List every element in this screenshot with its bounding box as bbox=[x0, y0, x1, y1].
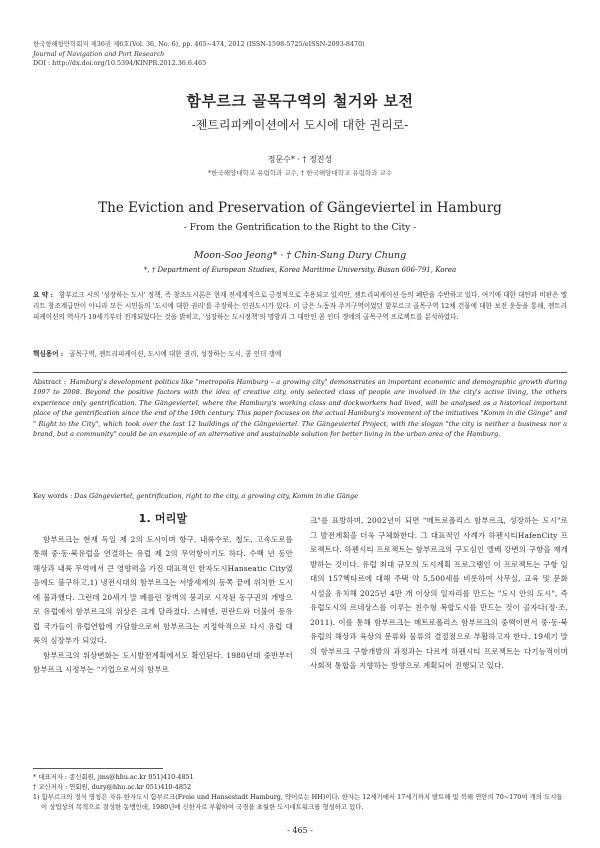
authors-korean: 정문수* · † 정진성 bbox=[267, 155, 333, 164]
journal-header bbox=[33, 40, 365, 69]
abstract-korean-text: 함부르크 시의 '성장하는 도시' 정책, 즉 창조도시론은 현재 전세계적으로 긍정적으로 수용되고 있지만, 젠트리피케이션 등의 폐단을 수반하고 있다. 여기에 대한 대안과 비판은 엘리트 창조계급만이 아니라 모든 시민들의 '도시에 대한 권리'를 주장하는 인권도시가 있다. 이 글은 노동자 주거구역이었던 함부르크 골목구역 12채 건물에 대한 보전 운동을 통해, 젠트리피케이션의 역사가 19세기부터 전개되었다는 것을 밝히고, '성장하는 도시정책'의 명암과 그 대안인 콤 인더 갱에의 골목구역 프로젝트를 분석하였다. bbox=[33, 291, 568, 322]
subtitle-korean: -젠트리피케이션에서 도시에 대한 권리로- bbox=[191, 118, 409, 132]
abstract-english-text: Hamburg's development politics like "metropolis Hamburg – a growing city" demonstrates an important economic and demographic growth during 1997 to 2008. Beyond the positive factors with the idea of creative city, only selected class of people are involved in the city's active living, the others experience only gentrification. The Gängeviertel, where the Hamburg's working class and dockworkers had lived, will be analysed as a historical important place of the gentrification since the end of the 19th century. This paper focuses on the actual Hamburg's movement of the initiatives "Komm in die Gänge" and " Right to the City", which took over the last 12 buildings of the Gängeviertel. The Gängeviertel Project, with the slogan "the city is neither a business nor a brand, but a community" could be an example of an alternative and sustainable solution for better living in the urban area of the Hamburg. bbox=[33, 378, 567, 439]
body-column-right bbox=[310, 514, 568, 674]
paragraph: 함부르크는 현재 독일 제 2의 도시이며 항구, 내륙수로, 철도, 고속도로를 통해 중·동·북유럽을 연결하는 유럽 제 2의 무역항이기도 하다. 수백 년 동안 해상과 내륙 무역에서 큰 영향력을 가진 대표적인 한자도시Hanseatic City였음에도 불구하고,1) 냉전시대의 함부르크는 서방세계의 동쪽 끝에 위치한 도시에 불과했다. 그런데 20세기 말 베를린 장벽의 붕괴로 시작된 동구권의 개방으로 유럽에서 함부르크의 위상은 크게 달라졌다. 스웨덴, 핀란드와 더불어 동유럽 국가들이 유럽연합에 가담함으로써 함부르크는 지정학적으로 다시 유럽 대륙의 심장부가 되었다. bbox=[33, 534, 293, 645]
footnote-divider bbox=[33, 768, 163, 769]
keywords-english bbox=[33, 491, 567, 502]
abstract-divider bbox=[33, 372, 567, 373]
footnote-co-author: † 교신저자 : 연회원, dury@hhu.ac.kr 051)410-4852 bbox=[33, 783, 192, 791]
title-korean: 함부르크 골목구역의 철거와 보전 bbox=[186, 92, 414, 110]
journal-name: Journal of Navigation and Port Research bbox=[33, 49, 165, 58]
authors-english: Moon-Soo Jeong* · † Chin-Sung Dury Chung bbox=[193, 250, 407, 261]
abstract-english bbox=[33, 377, 567, 439]
section-title: 1. 머리말 bbox=[138, 512, 188, 525]
title-english: The Eviction and Preservation of Gängeviertel in Hamburg bbox=[98, 200, 502, 216]
page-number: - 465 - bbox=[287, 826, 313, 835]
journal-citation: 한국항해항만학회지 제36권 제6호(Vol. 36, No. 6), pp. 465~474, 2012 (ISSN-1598-5725/eISSN-2093-8470) bbox=[33, 40, 365, 48]
abstract-korean-label: 요 약 : bbox=[33, 291, 53, 299]
footnote-1: 1) 함부르크의 정식 명칭은 자유 한자도시 함부르크(Freie und Hansestadt Hamburg, 약어로는 HH)이다. 한자는 12세기에서 17세기까지 발트해 및 북해 연안의 70~170여 개의 도시들이 상업상의 목적으로 결성한 동맹인데, 1980년에 신한자로 부활하여 국경을 초월한 도시네트워크를 형성하고 있다. bbox=[33, 793, 563, 811]
doi: DOI : http://dx.doi.org/10.5394/KINPR.2012.36.6.465 bbox=[33, 59, 207, 67]
abstract-korean bbox=[33, 290, 567, 324]
keywords-korean-text: 골목구역, 젠트리피케이션, 도시에 대한 권리, 성장하는 도시, 콤 인더 갱에 bbox=[69, 350, 282, 358]
body-column-left bbox=[33, 512, 293, 678]
keywords-english-text: Das Gängeviertel, gentrification, right to the city, a growing city, Komm in die Gänge bbox=[74, 492, 359, 500]
paragraph: 함부르크의 위상변화는 도시발전계획에서도 확인된다. 1980년대 중반부터 함부르크 시정부는 "기업으로서의 함부르 bbox=[33, 650, 293, 674]
affiliation-english: *, † Department of European Studies, Korea Maritime University, Busan 606-791, Korea bbox=[143, 266, 457, 274]
keywords-english-label: Key words : bbox=[33, 492, 73, 500]
footnotes bbox=[33, 772, 567, 812]
affiliation-korean: *한국해양대학교 유럽학과 교수, † 한국해양대학교 유럽학과 교수 bbox=[207, 169, 393, 177]
abstract-english-label: Abstract : bbox=[33, 378, 66, 386]
keywords-korean-label: 핵심용어 : bbox=[33, 350, 64, 358]
subtitle-english: - From the Gentrification to the Right to the City - bbox=[183, 222, 417, 233]
footnote-corresponding-author: * 대표저자 : 종신회원, jms@hhu.ac.kr 051)410-4851 bbox=[33, 773, 194, 781]
paragraph: 크"를 표방하며, 2002년이 되면 "메트로폴리스 함부르크, 성장하는 도시"로 그 발전계획을 더욱 구체화한다. 그 대표적인 사례가 하펜시티HafenCity 프로젝트다. 하펜시티 프로젝트는 함부르크의 구도심인 엘베 강변의 구항을 재개발하는 것이다. 유럽 최대 규모의 도시계획 프로그램인 이 프로젝트는 구항 일대의 157헥타르에 대해 주택 약 5,500세를 비롯하여 사무실, 교육 및 문화 시설을 유치해 2025년 4만 개 이상의 일자리를 만드는 "도시 안의 도시", 즉 유럽도시의 르네상스를 이루는 친수형 복합도시를 만드는 것이 골자다(정·조, 2011). 이를 통해 함부르크는 메트로폴리스 함부르크의 중핵이면서 중·동·북유럽의 해상과 육상의 문류와 물류의 결절점으로 부활하고자 한다. 19세기 말의 함부르크 구항개발의 과정과는 다르게 하펜시티 프로젝트는 다기능적이며 사회적 통합을 지향하는 방향으로 계획되어 진행되고 있다. bbox=[310, 516, 568, 670]
keywords-korean bbox=[33, 349, 567, 360]
